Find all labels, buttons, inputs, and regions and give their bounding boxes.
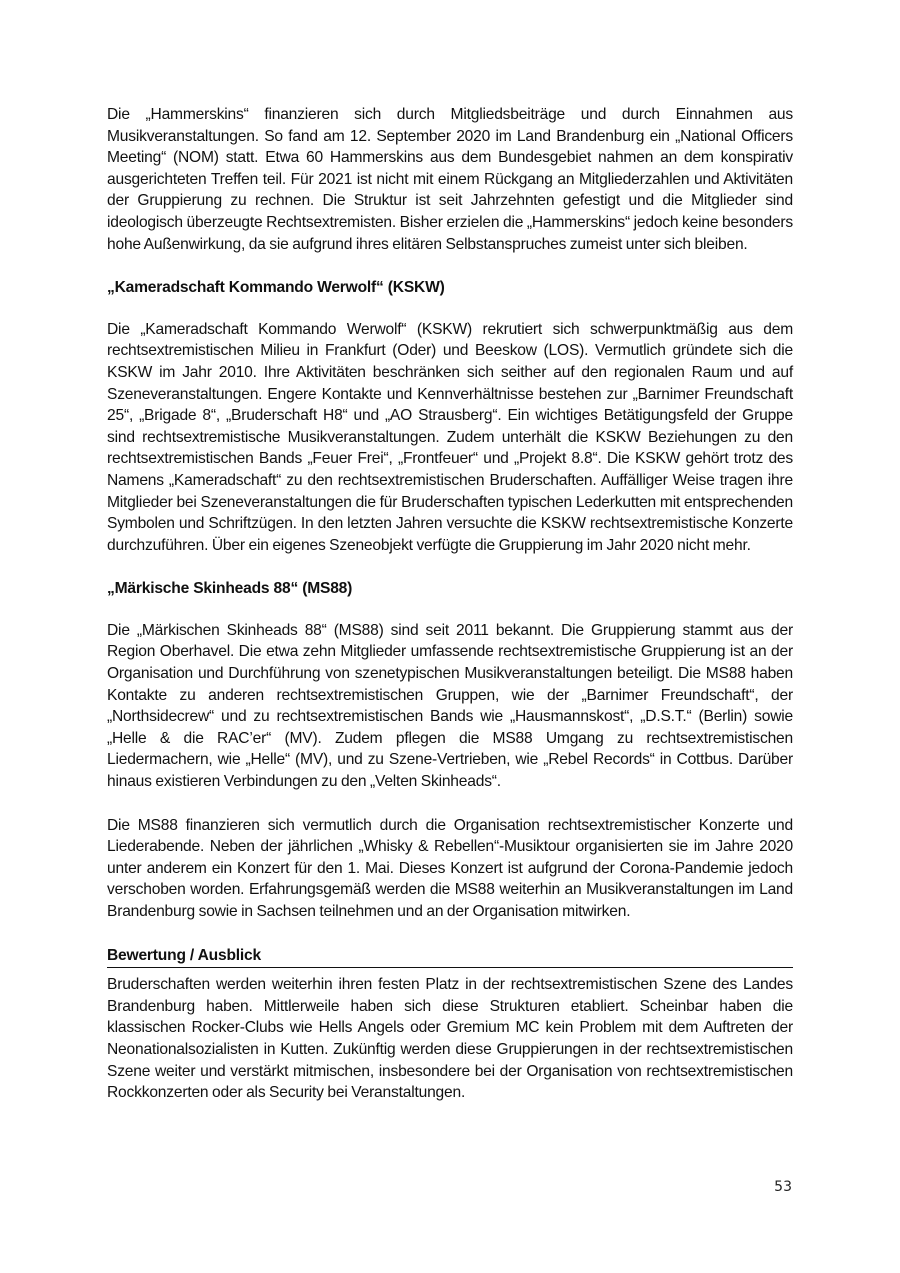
heading-assessment: Bewertung / Ausblick	[107, 945, 793, 969]
paragraph-kskw: Die „Kameradschaft Kommando Werwolf“ (KSKW) rekrutiert sich schwerpunktmäßig aus dem rechtsextremistischen Milieu in Frankfurt (Oder) und Beeskow (LOS). Vermutlich gründete sich die KSKW im Jahr 2010. Ihre Aktivitäten beschränken sich seither auf den regionalen Raum und auf Szeneveranstaltungen. Engere Kontakte und Kennverhältnisse bestehen zur „Barnimer Freundschaft 25“, „Brigade 8“, „Bruderschaft H8“ und „AO Strausberg“. Ein wichtiges Betätigungsfeld der Gruppe sind rechtsextremistische Musikveranstaltungen. Zudem unterhält die KSKW Beziehungen zu den rechtsextremistischen Bands „Feuer Frei“, „Frontfeuer“ und „Projekt 8.8“. Die KSKW gehört trotz des Namens „Kameradschaft“ zu den rechtsextremistischen Bruderschaften. Auffälliger Weise tragen ihre Mitglieder bei Szeneveranstaltungen die für Bruderschaften typischen Lederkutten mit entsprechenden Symbolen und Schriftzügen. In den letzten Jahren versuchte die KSKW rechtsextremistische Konzerte durchzuführen. Über ein eigenes Szeneobjekt verfügte die Gruppierung im Jahr 2020 nicht mehr.	[107, 320, 793, 554]
document-body	[107, 104, 793, 1126]
paragraph-ms88-overview: Die „Märkischen Skinheads 88“ (MS88) sind seit 2011 bekannt. Die Gruppierung stammt aus der Region Oberhavel. Die etwa zehn Mitglieder umfassende rechtsextremistische Gruppierung ist an der Organisation und Durchführung von szenetypischen Musikveranstaltungen beteiligt. Die MS88 haben Kontakte zu anderen rechtsextremistischen Gruppen, wie der „Barnimer Freundschaft“, der „Northsidecrew“ und zu rechtsextremistischen Bands wie „Hausmannskost“, „D.S.T.“ (Berlin) sowie „Helle & die RAC’er“ (MV). Zudem pflegen die MS88 Umgang zu rechtsextremistischen Liedermachern, wie „Helle“ (MV), und zu Szene-Vertrieben, wie „Rebel Records“ in Cottbus. Darüber hinaus existieren Verbindungen zu den „Velten Skinheads“.	[107, 621, 793, 791]
heading-kskw: „Kameradschaft Kommando Werwolf“ (KSKW)	[107, 279, 445, 297]
paragraph-hammerskins-finance: Die „Hammerskins“ finanzieren sich durch Mitgliedsbeiträge und durch Einnahmen aus Musikveranstaltungen. So fand am 12. September 2020 im Land Brandenburg ein „National Officers Meeting“ (NOM) statt. Etwa 60 Hammerskins aus dem Bundesgebiet nahmen an dem konspirativ ausgerichteten Treffen teil. Für 2021 ist nicht mit einem Rückgang an Mitgliederzahlen und Aktivitäten der Gruppierung zu rechnen. Die Struktur ist seit Jahrzehnten gefestigt und die Mitglieder sind ideologisch überzeugte Rechtsextremisten. Bisher erzielen die „Hammerskins“ jedoch keine besonders hohe Außenwirkung, da sie aufgrund ihres elitären Selbstanspruches zumeist unter sich bleiben.	[107, 106, 793, 253]
heading-ms88: „Märkische Skinheads 88“ (MS88)	[107, 580, 353, 598]
page-number: 53	[774, 1179, 792, 1195]
paragraph-ms88-finance: Die MS88 finanzieren sich vermutlich durch die Organisation rechtsextremistischer Konzerte und Liederabende. Neben der jährlichen „Whisky & Rebellen“-Musiktour organisierten sie im Jahre 2020 unter anderem ein Konzert für den 1. Mai. Dieses Konzert ist aufgrund der Corona-Pandemie jedoch verschoben worden. Erfahrungsgemäß werden die MS88 weiterhin an Musikveranstaltungen im Land Brandenburg sowie in Sachsen teilnehmen und an der Organisation mitwirken.	[107, 816, 793, 920]
paragraph-assessment: Bruderschaften werden weiterhin ihren festen Platz in der rechtsextremistischen Szene des Landes Brandenburg haben. Mittlerweile haben sich diese Strukturen etabliert. Scheinbar haben die klassischen Rocker-Clubs wie Hells Angels oder Gremium MC kein Problem mit dem Auftreten der Neonationalsozialisten in Kutten. Zukünftig werden diese Gruppierungen in der rechtsextremistischen Szene weiter und verstärkt mitmischen, insbesondere bei der Organisation von rechtsextremistischen Rockkonzerten oder als Security bei Veranstaltungen.	[107, 976, 793, 1102]
